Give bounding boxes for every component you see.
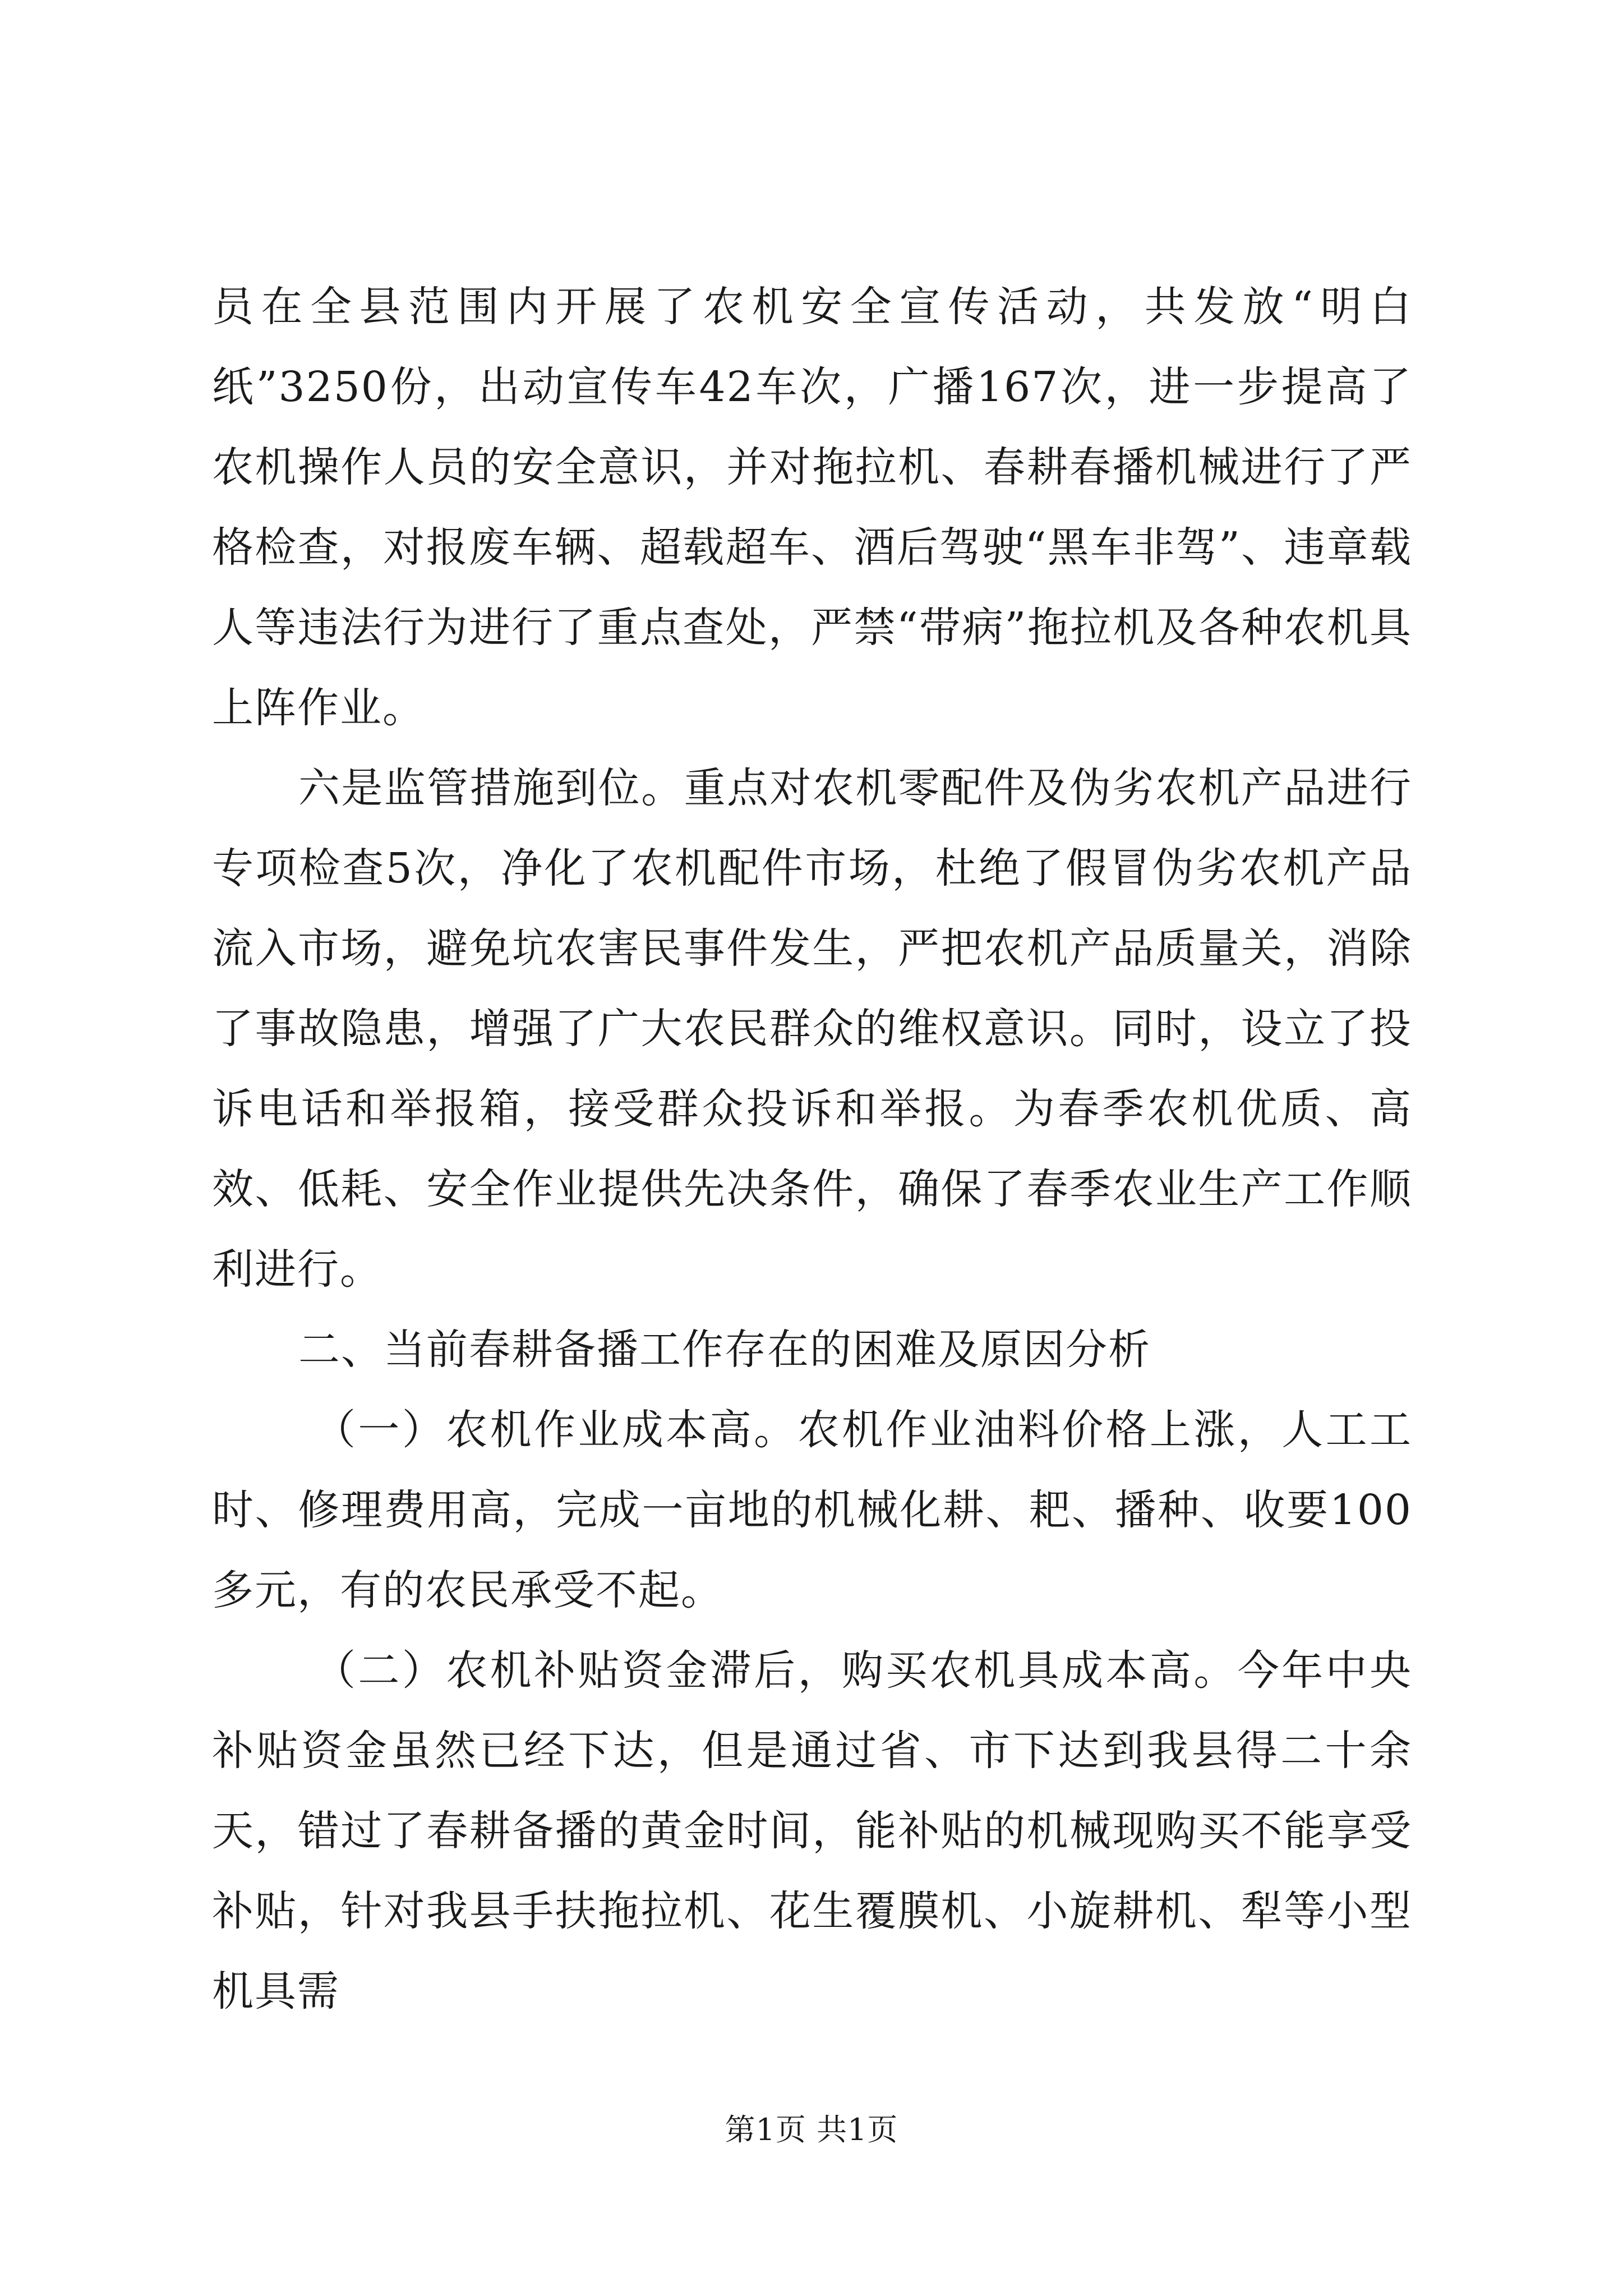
page-footer: 第1页 共1页 [725,2112,898,2147]
paragraph-supervision-measures: 六是监管措施到位。重点对农机零配件及伪劣农机产品进行专项检查5次，净化了农机配件市场，杜绝了假冒伪劣农机产品流入市场，避免坑农害民事件发生，严把农机产品质量关，消除了事故隐患，增强了广大农民群众的维权意识。同时，设立了投诉电话和举报箱，接受群众投诉和举报。为春季农机优质、高效、低耗、安全作业提供先决条件，确保了春季农业生产工作顺利进行。 [212,764,1412,1294]
section-heading-difficulties: 二、当前春耕备播工作存在的困难及原因分析 [298,1326,1151,1374]
paragraph-operating-cost: （一）农机作业成本高。农机作业油料价格上涨，人工工时、修理费用高，完成一亩地的机械化耕、耙、播种、收要100多元，有的农民承受不起。 [212,1406,1412,1614]
paragraph-subsidy-delay: （二）农机补贴资金滞后，购买农机具成本高。今年中央补贴资金虽然已经下达，但是通过省、市下达到我县得二十余天，错过了春耕备播的黄金时间，能补贴的机械现购买不能享受补贴，针对我县手扶拖拉机、花生覆膜机、小旋耕机、犁等小型机具需 [212,1646,1412,2016]
document-body [212,267,1412,2032]
paragraph-safety-campaign: 员在全县范围内开展了农机安全宣传活动，共发放“明白纸”3250份，出动宣传车42车次，广播167次，进一步提高了农机操作人员的安全意识，并对拖拉机、春耕春播机械进行了严格检查，对报废车辆、超载超车、酒后驾驶“黑车非驾”、违章载人等违法行为进行了重点查处，严禁“带病”拖拉机及各种农机具上阵作业。 [212,283,1412,732]
